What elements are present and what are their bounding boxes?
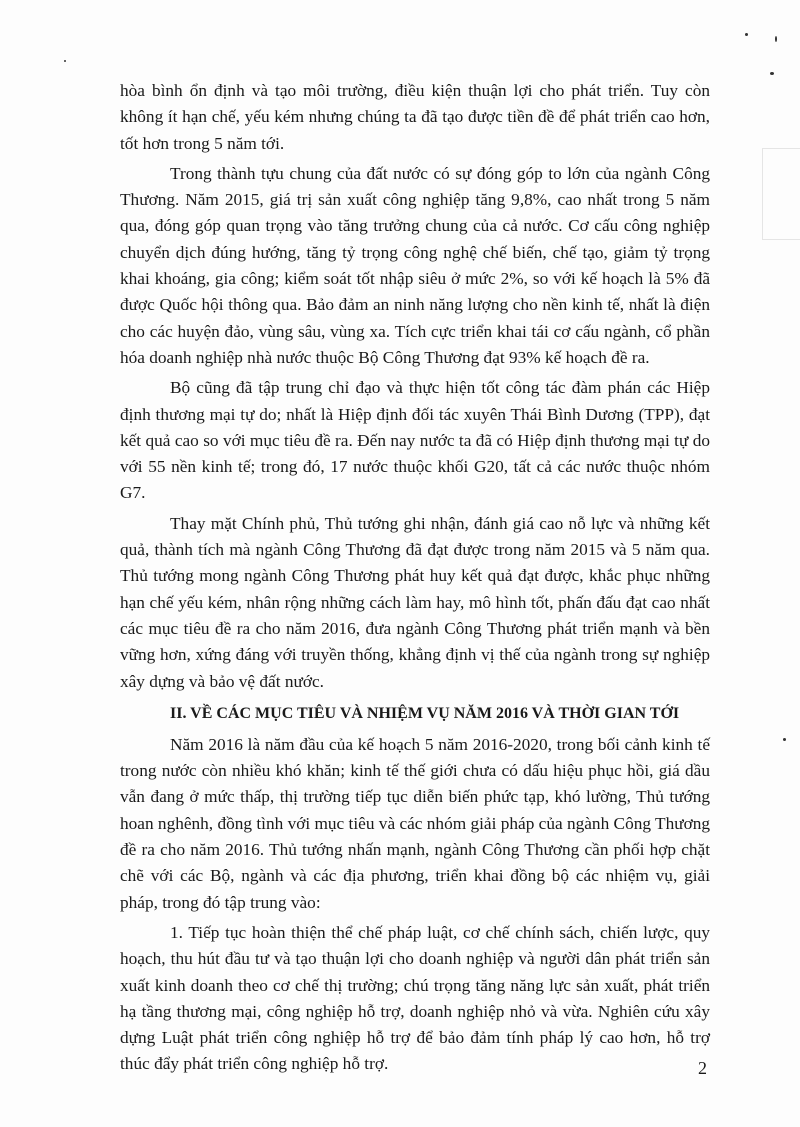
scan-speck bbox=[64, 60, 66, 62]
scan-speck bbox=[745, 33, 748, 36]
paragraph-task-1: 1. Tiếp tục hoàn thiện thể chế pháp luật, cơ chế chính sách, chiến lược, quy hoạch, thu hút đầu tư và tạo thuận lợi cho doanh nghiệp và người dân phát triển sản xuất kinh doanh theo cơ chế thị trường; chú trọng tăng năng lực sản xuất, phát triển hạ tầng thương mại, công nghiệp hỗ trợ, doanh nghiệp nhỏ và vừa. Nghiên cứu xây dựng Luật phát triển công nghiệp hỗ trợ để bảo đảm tính pháp lý cao hơn, hỗ trợ thúc đẩy phát triển công nghiệp hỗ trợ. bbox=[120, 922, 710, 1074]
page-number: 2 bbox=[698, 1058, 707, 1078]
paragraph-intro-continuation: hòa bình ổn định và tạo môi trường, điều kiện thuận lợi cho phát triển. Tuy còn không ít hạn chế, yếu kém nhưng chúng ta đã tạo được tiền đề để phát triển cao hơn, tốt hơn trong 5 năm tới. bbox=[120, 81, 710, 153]
paragraph-prime-minister-acknowledgement: Thay mặt Chính phủ, Thủ tướng ghi nhận, đánh giá cao nỗ lực và những kết quả, thành tích mà ngành Công Thương đã đạt được trong năm 2015 và 5 năm qua. Thủ tướng mong ngành Công Thương phát huy kết quả đạt được, khắc phục những hạn chế yếu kém, nhân rộng những cách làm hay, mô hình tốt, phấn đấu đạt cao nhất các mục tiêu đề ra cho năm 2016, đưa ngành Công Thương phát triển mạnh và bền vững hơn, xứng đáng với truyền thống, khẳng định vị thế của ngành trong sự nghiệp xây dựng và bảo vệ đất nước. bbox=[120, 513, 710, 691]
paragraph-industry-trade-achievements: Trong thành tựu chung của đất nước có sự đóng góp to lớn của ngành Công Thương. Năm 2015, giá trị sản xuất công nghiệp tăng 9,8%, cao nhất trong 5 năm qua, đóng góp quan trọng vào tăng trưởng chung của cả nước. Cơ cấu công nghiệp chuyển dịch đúng hướng, tăng tỷ trọng công nghệ chế biến, chế tạo, giảm tỷ trọng khai khoáng, gia công; kiểm soát tốt nhập siêu ở mức 2%, so với kế hoạch là 5% đã được Quốc hội thông qua. Bảo đảm an ninh năng lượng cho nền kinh tế, nhất là điện cho các huyện đảo, vùng sâu, vùng xa. Tích cực triển khai tái cơ cấu ngành, cổ phần hóa doanh nghiệp nhà nước thuộc Bộ Công Thương đạt 93% kế hoạch đề ra. bbox=[120, 163, 710, 367]
scan-speck bbox=[770, 72, 774, 75]
scan-speck bbox=[783, 738, 786, 741]
faded-stamp-mark bbox=[762, 148, 800, 240]
paragraph-context-2016: Năm 2016 là năm đầu của kế hoạch 5 năm 2016-2020, trong bối cảnh kinh tế trong nước còn nhiều khó khăn; kinh tế thế giới chưa có dấu hiệu phục hồi, giá dầu vẫn đang ở mức thấp, thị trường tiếp tục diễn biến phức tạp, khó lường, Thủ tướng hoan nghênh, đồng tình với mục tiêu và các nhóm giải pháp của ngành Công Thương đề ra cho năm 2016. Thủ tướng nhấn mạnh, ngành Công Thương cần phối hợp chặt chẽ với các Bộ, ngành và các địa phương, triển khai đồng bộ các nhiệm vụ, giải pháp, trong đó tập trung vào: bbox=[120, 734, 710, 912]
scan-speck bbox=[775, 36, 777, 42]
document-body bbox=[120, 78, 710, 1082]
section-heading-goals-2016: II. VỀ CÁC MỤC TIÊU VÀ NHIỆM VỤ NĂM 2016 VÀ THỜI GIAN TỚI bbox=[170, 704, 680, 722]
paragraph-trade-agreements: Bộ cũng đã tập trung chỉ đạo và thực hiện tốt công tác đàm phán các Hiệp định thương mại tự do; nhất là Hiệp định đối tác xuyên Thái Bình Dương (TPP), đạt kết quả cao so với mục tiêu đề ra. Đến nay nước ta đã có Hiệp định thương mại tự do với 55 nền kinh tế; trong đó, 17 nước thuộc khối G20, tất cả các nước thuộc nhóm G7. bbox=[120, 378, 710, 503]
